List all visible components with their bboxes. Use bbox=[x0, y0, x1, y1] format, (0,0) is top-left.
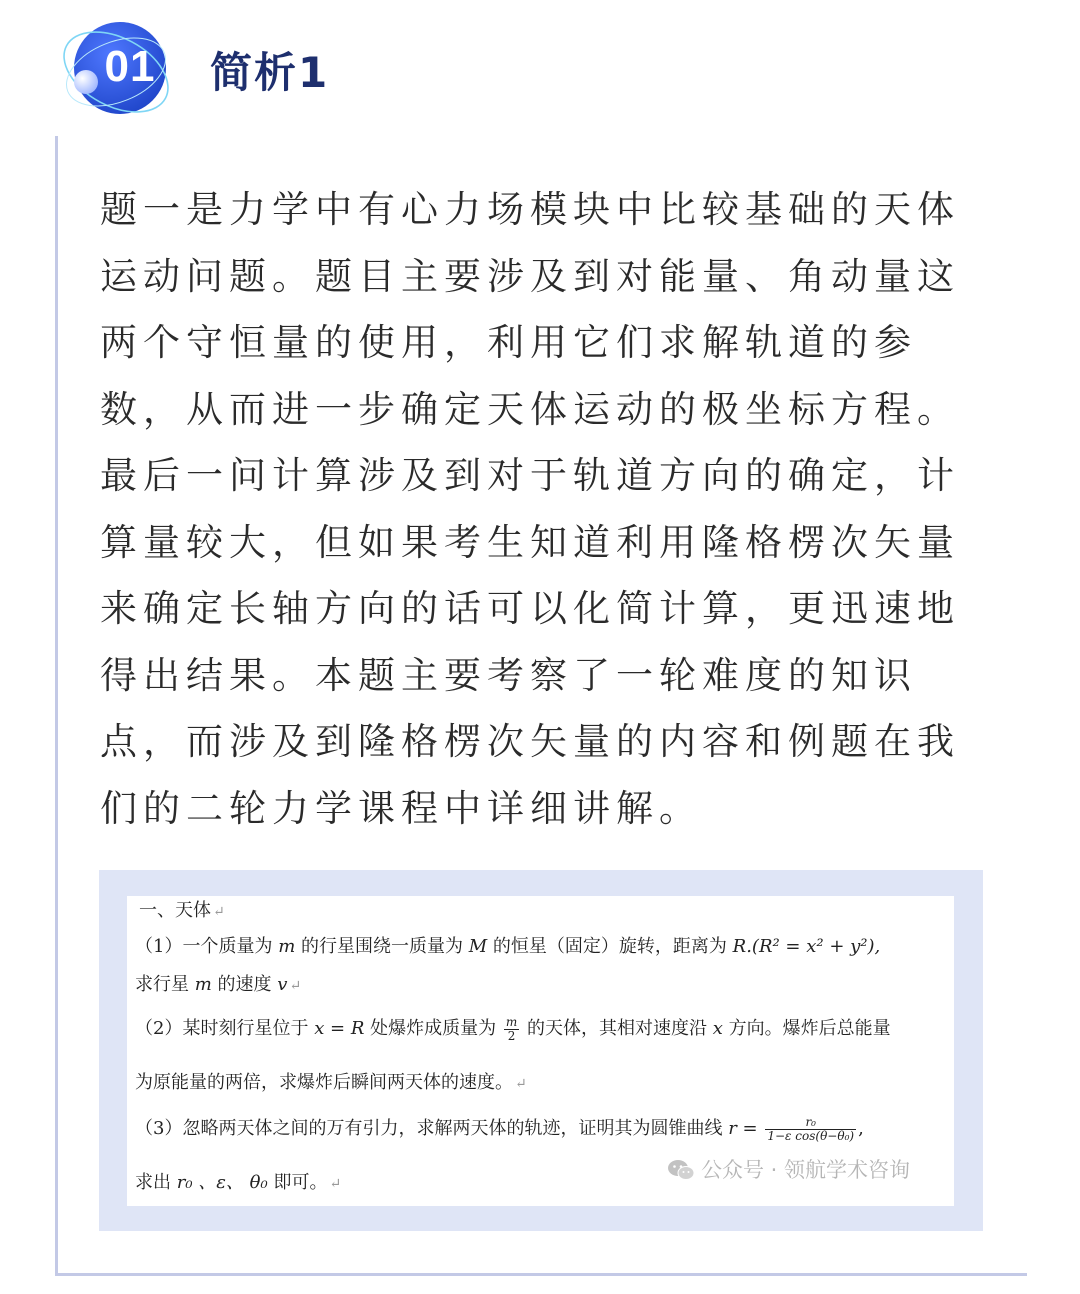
paragraph-line: 算量较大，但如果考生知道利用隆格楞次矢量 bbox=[100, 520, 960, 564]
paragraph-line: 最后一问计算涉及到对于轨道方向的确定，计 bbox=[100, 454, 960, 497]
orbit-equation-fraction: $\frac{\text{r₀}}{\text{1−ε cos(θ−θ₀)}}$ bbox=[767, 1114, 855, 1143]
question-3-line-2: 求出 r₀ 、ε、 θ₀ 即可。 ↵ bbox=[135, 1172, 342, 1193]
question-1-line-1: （1）一个质量为 m 的行星围绕一质量为 M 的恒星（固定）旋转，距离为 R.(R² = x² + y²), bbox=[135, 936, 881, 957]
paragraph-line: 点，而涉及到隆格楞次矢量的内容和例题在我 bbox=[100, 720, 960, 763]
section-number-badge bbox=[56, 16, 176, 126]
question-heading: 一、天体 ↵ bbox=[139, 900, 225, 921]
paragraph-line: 们的二轮力学课程中详细讲解。 bbox=[100, 786, 702, 830]
paragraph-line: 运动问题。题目主要涉及到对能量、角动量这 bbox=[100, 254, 960, 298]
badge-number: 01 bbox=[104, 42, 156, 91]
paragraph-line: 来确定长轴方向的话可以化简计算，更迅速地 bbox=[100, 587, 960, 630]
paragraph-line: 得出结果。本题主要考察了一轮难度的知识 bbox=[100, 653, 917, 697]
frame-bottom-border bbox=[55, 1273, 1027, 1276]
paragraph-line: 数，从而进一步确定天体运动的极坐标方程。 bbox=[100, 387, 960, 431]
paragraph-line: 题一是力学中有心力场模块中比较基础的天体 bbox=[100, 188, 960, 231]
watermark: 公众号 · 领航学术咨询 bbox=[667, 1154, 910, 1184]
wechat-icon bbox=[667, 1159, 695, 1181]
question-3-line-1: （3）忽略两天体之间的万有引力，求解两天体的轨迹，证明其为圆锥曲线 r = $\frac{\text{r₀}}{\text{1−ε cos(θ−θ₀)}}$ , bbox=[135, 1114, 864, 1143]
question-document bbox=[127, 896, 954, 1206]
question-1-line-2: 求行星 m 的速度 v ↵ bbox=[135, 974, 302, 995]
frame-left-border bbox=[55, 136, 58, 1276]
question-2-line-2: 为原能量的两倍，求爆炸后瞬间两天体的速度。 ↵ bbox=[135, 1072, 527, 1093]
analysis-paragraph bbox=[100, 177, 980, 842]
paragraph-line: 两个守恒量的使用，利用它们求解轨道的参 bbox=[100, 321, 917, 364]
question-image-frame bbox=[99, 870, 983, 1231]
question-2-line-1: （2）某时刻行星位于 x = R 处爆炸成质量为 $\frac{m}{2}$ 的天体，其相对速度沿 x 方向。爆炸后总能量 bbox=[135, 1014, 891, 1043]
section-title: 简析1 bbox=[210, 48, 330, 97]
mass-fraction: $\frac{m}{2}$ bbox=[505, 1014, 518, 1043]
